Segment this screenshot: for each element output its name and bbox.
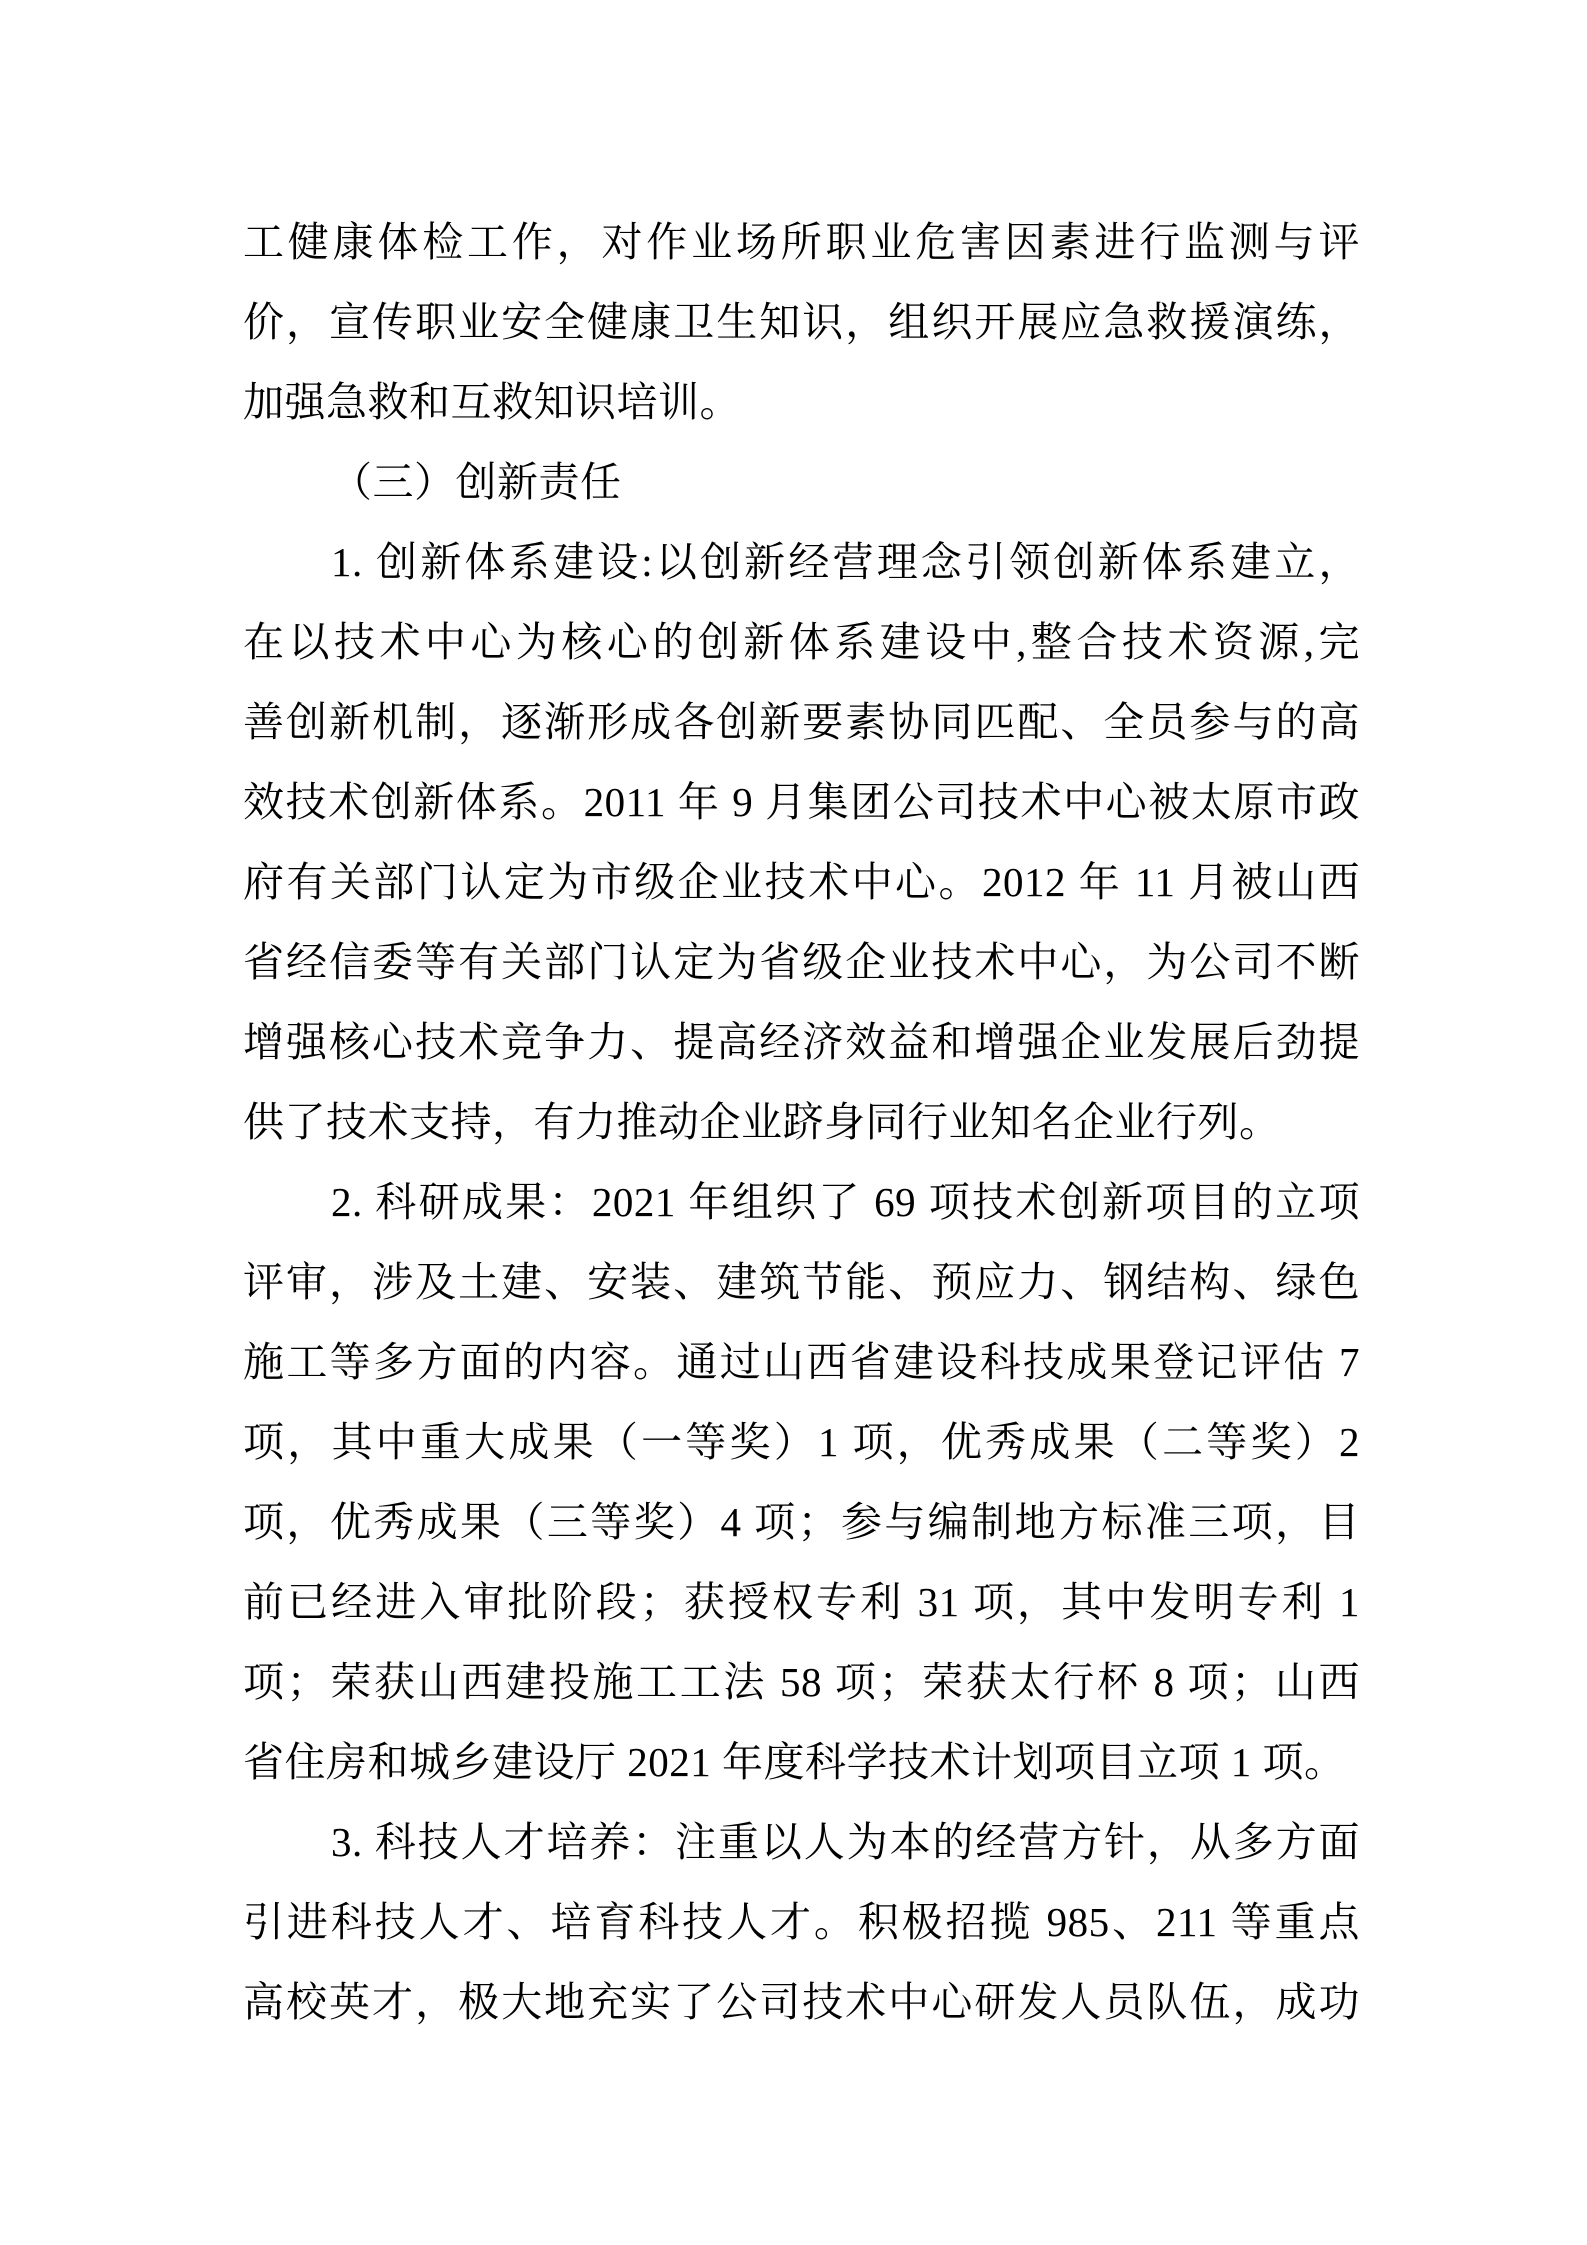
text-line: 工健康体检工作，对作业场所职业危害因素进行监测与评	[243, 219, 1360, 265]
text-line: 施工等多方面的内容。通过山西省建设科技成果登记评估 7	[243, 1339, 1360, 1385]
text-line: 项，其中重大成果（一等奖）1 项，优秀成果（二等奖）2	[243, 1419, 1360, 1465]
text-line: 增强核心技术竞争力、提高经济效益和增强企业发展后劲提	[243, 1019, 1360, 1065]
section-heading: （三）创新责任	[331, 459, 622, 505]
text-line: 高校英才，极大地充实了公司技术中心研发人员队伍，成功	[243, 1979, 1360, 2025]
text-line: 府有关部门认定为市级企业技术中心。2012 年 11 月被山西	[243, 859, 1360, 905]
text-line: 项，优秀成果（三等奖）4 项；参与编制地方标准三项，目	[243, 1499, 1360, 1545]
text-line: 价，宣传职业安全健康卫生知识，组织开展应急救援演练，	[243, 299, 1360, 345]
text-line: 引进科技人才、培育科技人才。积极招揽 985、211 等重点	[243, 1899, 1360, 1945]
text-line: 前已经进入审批阶段；获授权专利 31 项，其中发明专利 1	[243, 1579, 1360, 1625]
paragraph-start-line: 2. 科研成果：2021 年组织了 69 项技术创新项目的立项	[331, 1179, 1360, 1225]
text-line: 加强急救和互救知识培训。	[243, 379, 741, 425]
text-line: 省住房和城乡建设厅 2021 年度科学技术计划项目立项 1 项。	[243, 1739, 1346, 1785]
text-line: 供了技术支持，有力推动企业跻身同行业知名企业行列。	[243, 1099, 1281, 1145]
text-line: 项；荣获山西建投施工工法 58 项；荣获太行杯 8 项；山西	[243, 1659, 1360, 1705]
text-line: 评审，涉及土建、安装、建筑节能、预应力、钢结构、绿色	[243, 1259, 1360, 1305]
paragraph-start-line: 1. 创新体系建设:以创新经营理念引领创新体系建立，	[331, 539, 1360, 585]
text-line: 效技术创新体系。2011 年 9 月集团公司技术中心被太原市政	[243, 779, 1360, 825]
paragraph-start-line: 3. 科技人才培养：注重以人为本的经营方针，从多方面	[331, 1819, 1360, 1865]
text-line: 在以技术中心为核心的创新体系建设中,整合技术资源,完	[243, 619, 1360, 665]
text-line: 省经信委等有关部门认定为省级企业技术中心，为公司不断	[243, 939, 1360, 985]
text-line: 善创新机制，逐渐形成各创新要素协同匹配、全员参与的高	[243, 699, 1360, 745]
